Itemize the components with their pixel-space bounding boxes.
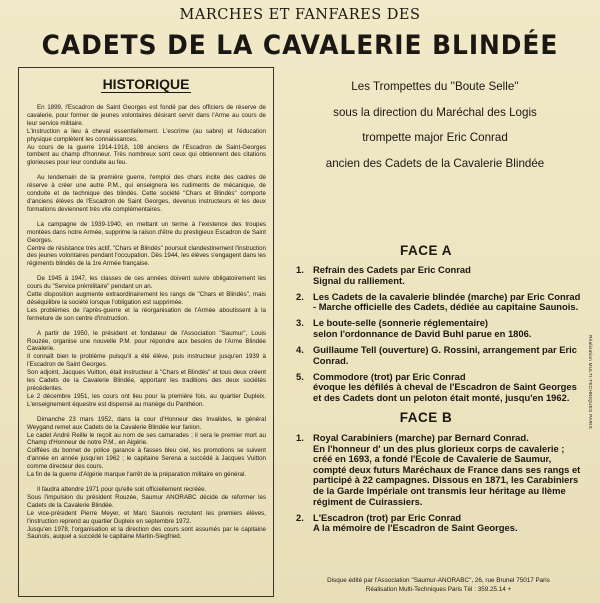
- footer-line: Disque édité par l'Association ''Saumur-ANORABC'', 26, rue Brunel 75017 Paris: [327, 577, 550, 584]
- history-paragraph: A partir de 1950, le président et fondateur de l'Association "Saumur", Louis Rouzée, organise une nouvelle P.M. pour répondre aux besoins de l'Arme Blindée Cavalerie. Il connaît bien le problème puisqu'il a été élève, puis instructeur jusqu'en 1939 à l'Escadron de Saint Georges. Son adjoint, Jacques Vuitton, était instructeur à "Chars et Blindés" et tous deux créent les Cadets de la Cavalerie Blindée, apportant les traditions des deux sociétés précédentes. Le 2 décembre 1951, les cours ont lieu pour la première fois, au quartier Dupleix. L'enseignement équestre est dispensé au manège du Panthéon.: [27, 329, 266, 408]
- track-item: 2. L'Escadron (trot) par Eric Conrad A la mémoire de l'Escadron de Saint Georges.: [296, 511, 518, 534]
- credit-line: sous la direction du Maréchal des Logis: [333, 105, 537, 119]
- footer-line: Réalisation Multi-Techniques Paris Tél : 359.25.14 +: [365, 586, 512, 593]
- track-item: 2. Les Cadets de la cavalerie blindée (marche) par Eric Conrad - Marche officielle des Cadets, dédiée au capitaine Saunois.: [296, 290, 581, 313]
- face-b-tracklist: [296, 433, 586, 539]
- track-item: 1. Royal Carabiniers (marche) par Bernard Conrad. En l'honneur d' un des plus glorieux corps de cavalerie ; créé en 1693, a fondé l'Ecole de Cavalerie de Saumur, compté deux futurs Maréchaux de France dans ses rangs et participé à 22 campagnes. Dissous en 1871, les Carabiniers de la Garde Impériale ont transmis leur héritage au llème régiment de Cuirassiers.: [296, 432, 581, 507]
- track-item: 3. Le boute-selle (sonnerie réglementaire) selon l'ordonnance de David Buhl parue en 1806.: [296, 317, 532, 339]
- history-text: [19, 104, 273, 541]
- track-item: 1. Refrain des Cadets par Eric Conrad Signal du ralliement.: [296, 264, 471, 286]
- history-title: HISTORIQUE: [102, 76, 190, 92]
- history-paragraph: La campagne de 1939-1940, en mettant un terme à l'existence des troupes montées dans notre Armée, supprime la raison d'être du prestigieux Escadron de Saint Georges. Centre de résistance très actif, "Chars et Blindés" poursuit clandestinement l'instruction des jeunes volontaires pendant l'occupation. Dès 1944, les élèves s'engagent dans les régiments blindés de la 1re Armée française.: [27, 220, 266, 268]
- face-a-heading: FACE A: [399, 243, 452, 258]
- history-paragraph: Au lendemain de la première guerre, l'emploi des chars incite des cadres de réserve à créer une autre P.M., qui enseignera les rudiments de mécanique, de conduite et de technique des blindés. Cette société "Chars et Blindés" comporte d'anciens élèves de l'Escadron de Saint Georges, devenus instructeurs et les deux formations deviennent très vite complémentaires.: [27, 174, 266, 213]
- face-a-tracklist: [296, 265, 586, 409]
- publisher-footer: [286, 576, 591, 594]
- vertical-credit: Réalisation MULTI-TECHNIQUES PARIS: [588, 335, 593, 430]
- history-box: [18, 67, 274, 597]
- track-item: 4. Guillaume Tell (ouverture) G. Rossini, arrangement par Eric Conrad.: [296, 344, 577, 366]
- track-item: 5. Commodore (trot) par Eric Conrad évoque les défilés à cheval de l'Escadron de Saint Georges et des Cadets dont un peloton était monté, jusqu'en 1962.: [296, 370, 577, 403]
- credit-line: Les Trompettes du ''Boute Selle'': [351, 80, 519, 93]
- history-paragraph: De 1945 à 1947, les classes de ces années doivent suivre obligatoirement les cours du "Service prémilitaire" pendant un an. Cette disposition augmente extraordinairement les rangs de "Chars et Blindés", mais déséquilibre la société lorsque l'obligation est supprimée. Les problèmes de l'après-guerre et la réorganisation de l'Armée aboutissent à la fermeture de son centre d'instruction.: [27, 275, 266, 322]
- supertitle: MARCHES ET FANFARES DES: [179, 7, 421, 23]
- credit-line: trompette major Eric Conrad: [362, 131, 508, 144]
- performer-credits: [280, 78, 590, 180]
- history-paragraph: Dimanche 23 mars 1952, dans la cour d'Honneur des Invalides, le général Weygand remet aux Cadets de la Cavalerie Blindée leur fanion. Le cadet André Reille le reçoit au nom de ses camarades ; il sera le premier mort au Champ d'Honneur de notre P.M., en Algérie. Coiffées du bonnet de police garance à fasses bleu ciel, les promotions se suivent d'année en année jusqu'en 1962 ; le capitaine Serena a succédé à Jacques Vuitton comme directeur des cours. La fin de la guerre d'Algérie marque l'arrêt de la préparation militaire en général.: [27, 415, 266, 479]
- history-paragraph: En 1899, l'Escadron de Saint Georges est fondé par des officiers de réserve de cavalerie, pour former de jeunes volontaires désirant servir dans l'Arme au cours de leur service militaire. L'instruction a lieu à cheval essentiellement. L'escrime (au sabre) et l'éducation physique complètent les connaissances. Au cours de la guerre 1914-1918, 108 anciens de l'Escadron de Saint-Georges tombent au champ d'honneur. Très nombreux sont ceux qui obtiennent des citations glorieuses pour leur conduite au feu.: [27, 104, 266, 167]
- face-b-heading: FACE B: [399, 410, 453, 425]
- album-title: CADETS DE LA CAVALERIE BLINDÉE: [41, 30, 559, 61]
- history-paragraph: Il faudra attendre 1971 pour qu'elle soit officiellement recréée. Sous l'impulsion du président Rouzée, Saumur ANORABC décide de reformer les Cadets de la Cavalerie Blindée. Le vice-président Pierre Meyer, et Marc Saunois recrutent les premiers élèves, l'instruction reprend au quartier Dupleix en septembre 1972. Jusqu'en 1978, l'organisation et la direction des cours sont assumés par le capitaine Saunois, auquel a succédé le capitaine Martin-Siegfried.: [27, 485, 266, 541]
- credit-line: ancien des Cadets de la Cavalerie Blindée: [325, 156, 545, 170]
